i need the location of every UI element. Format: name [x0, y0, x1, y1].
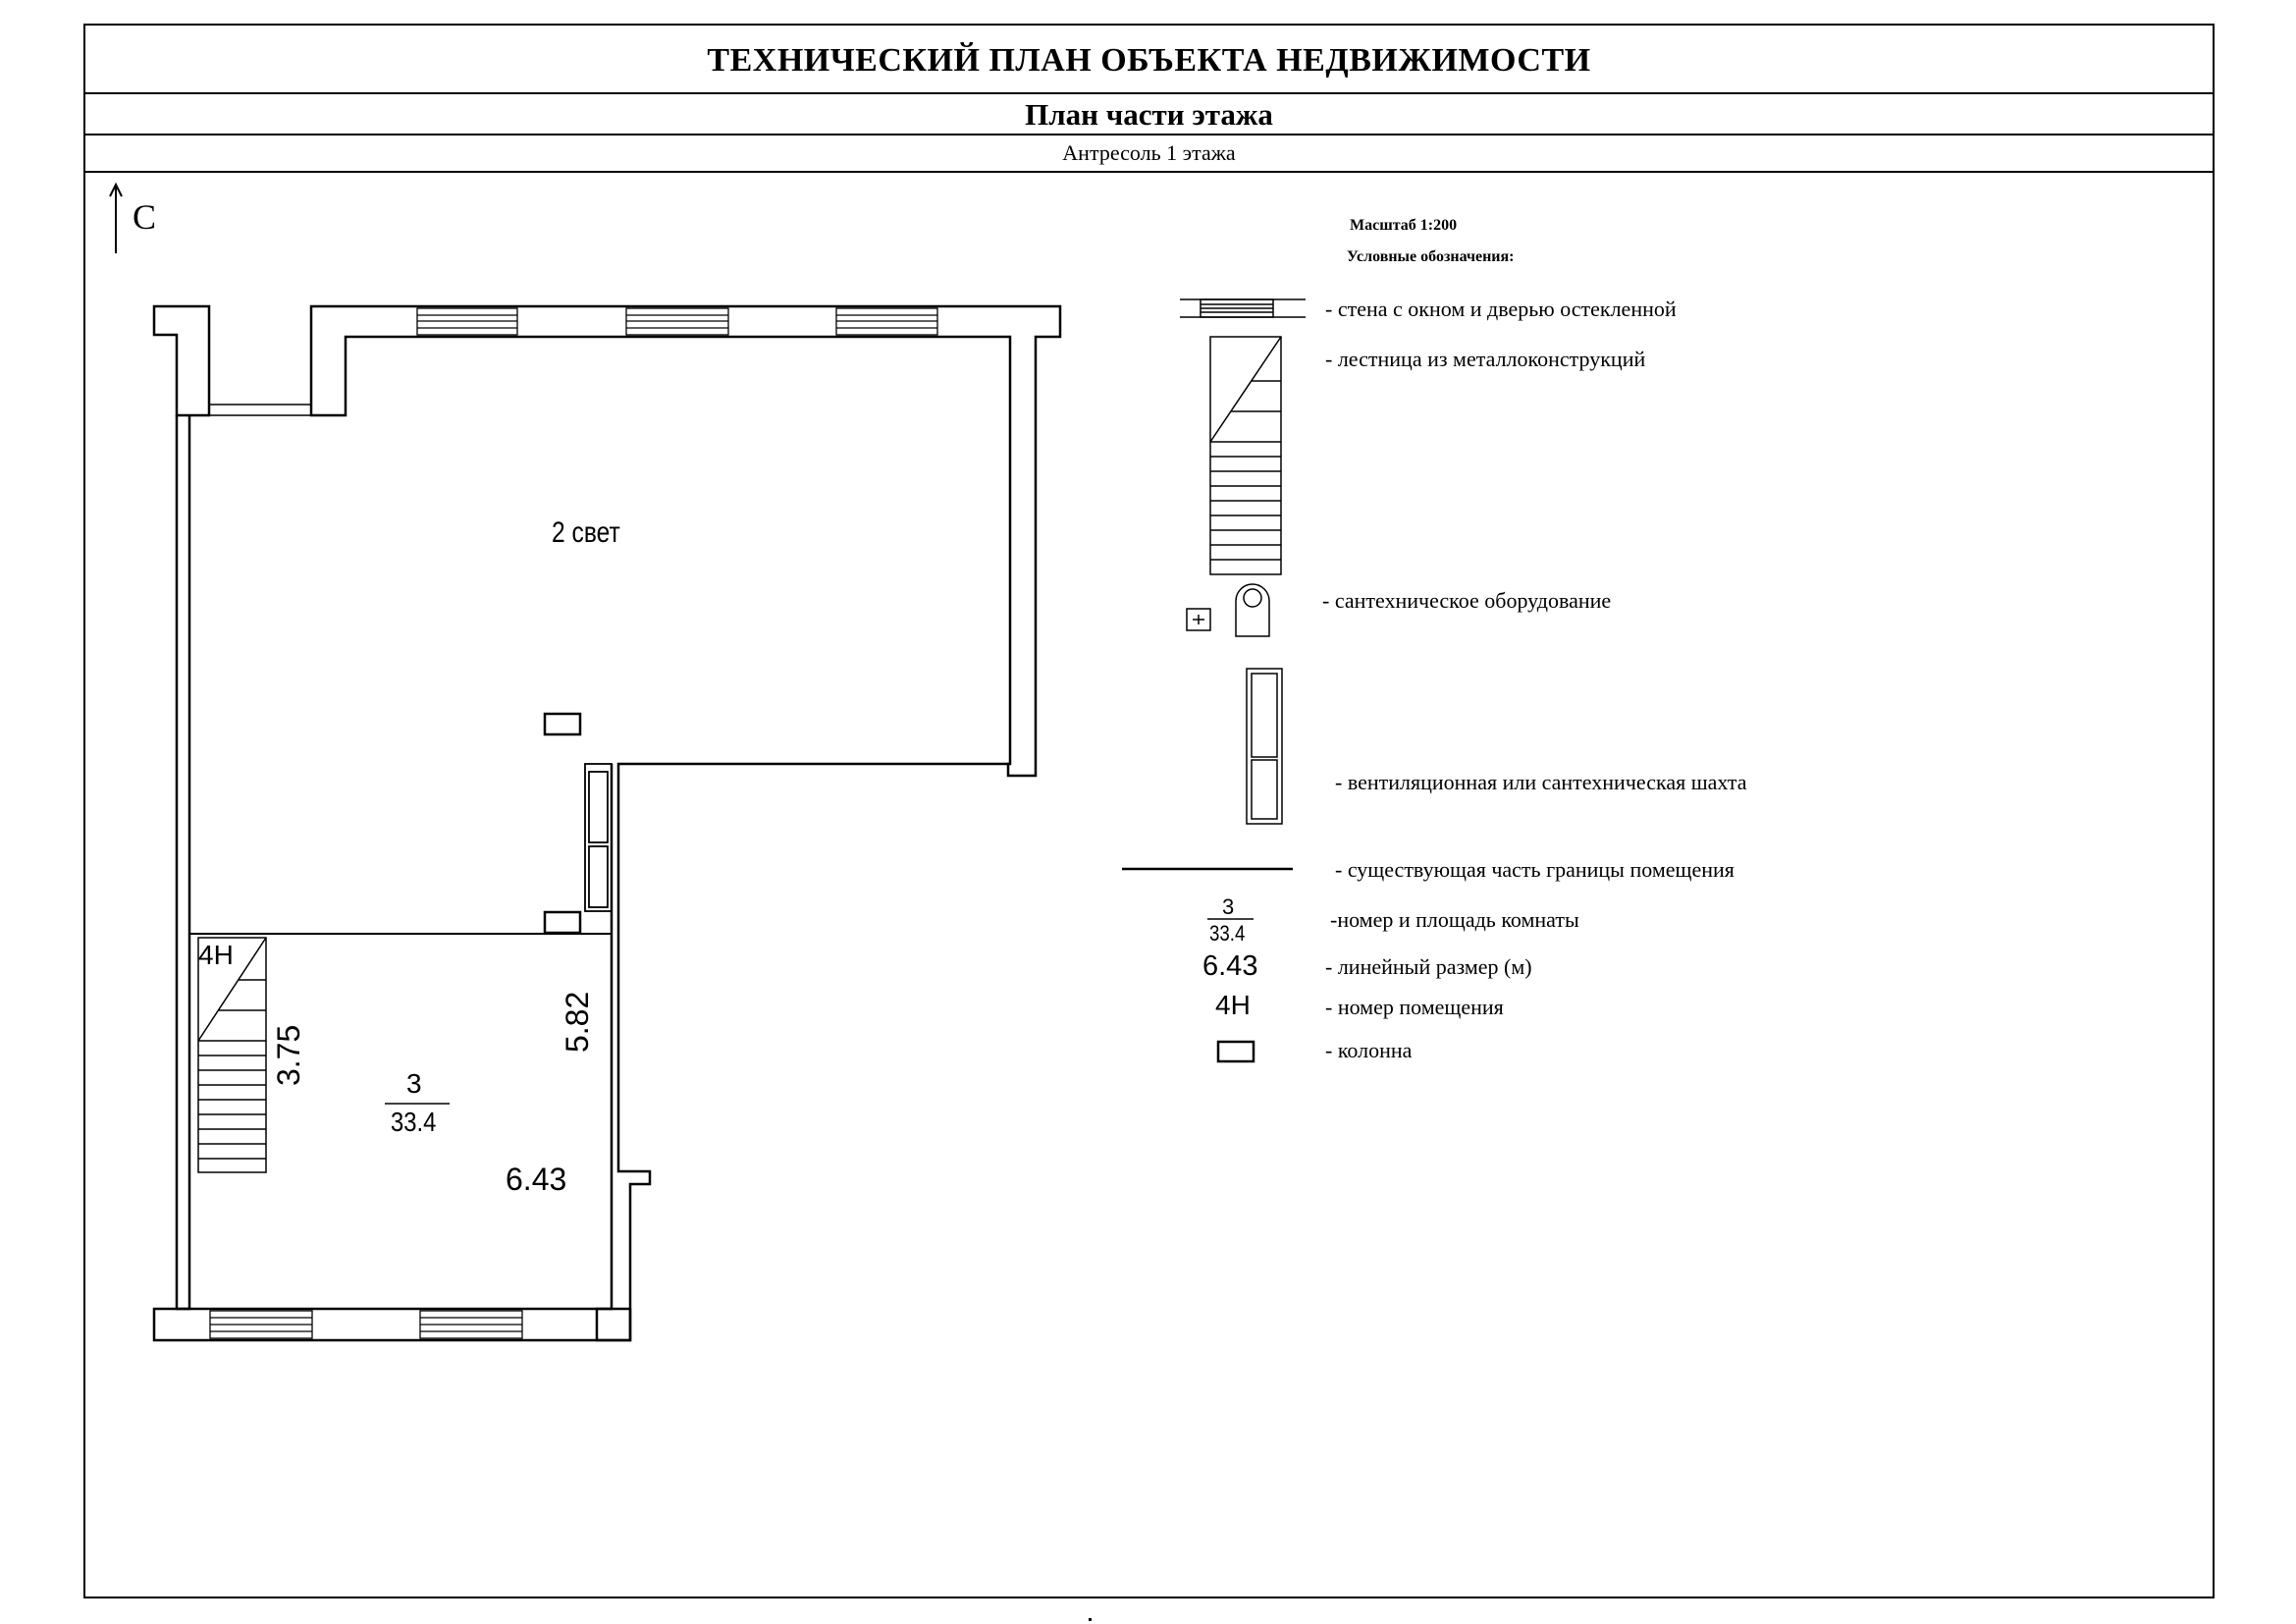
legend-shaft-icon — [1247, 669, 1282, 824]
room-number: 3 — [406, 1068, 422, 1099]
legend-sanitary-icon — [1187, 584, 1269, 636]
legend-column-icon — [1218, 1042, 1254, 1061]
legend-heading: Условные обозначения: — [1347, 248, 1515, 265]
legend-sample-dimension: 6.43 — [1202, 950, 1258, 982]
legend-item-stair: - лестница из металлоконструкций — [1325, 347, 1646, 371]
plan-subtitle: План части этажа — [83, 94, 2215, 135]
legend-item-room: -номер и площадь комнаты — [1330, 907, 1579, 932]
document-title: ТЕХНИЧЕСКИЙ ПЛАН ОБЪЕКТА НЕДВИЖИМОСТИ — [83, 24, 2215, 94]
legend-sample-room-number: 3 — [1222, 894, 1235, 919]
legend-item-dimension: - линейный размер (м) — [1325, 954, 1532, 979]
legend-item-sanitary: - сантехническое оборудование — [1322, 588, 1612, 613]
legend-item-shaft: - вентиляционная или сантехническая шахта — [1335, 770, 1747, 794]
north-label: С — [133, 197, 157, 237]
page-dot — [1089, 1618, 1092, 1621]
dimension-horizontal: 6.43 — [506, 1162, 567, 1197]
legend-item-boundary: - существующая часть границы помещения — [1335, 857, 1735, 882]
legend-item-window: - стена с окном и дверью остекленной — [1325, 297, 1677, 321]
legend-item-premise: - номер помещения — [1325, 995, 1504, 1019]
legend-window-icon — [1180, 299, 1306, 317]
premise-number: 4Н — [198, 940, 234, 970]
legend-stair-icon — [1210, 337, 1281, 574]
legend-sample-premise: 4Н — [1215, 990, 1251, 1020]
scale-label: Масштаб 1:200 — [1350, 217, 1458, 234]
dimension-stair: 3.75 — [271, 1024, 306, 1086]
legend-item-column: - колонна — [1325, 1038, 1413, 1062]
legend-sample-room-area: 33.4 — [1209, 921, 1246, 946]
room-area: 33.4 — [391, 1107, 437, 1137]
dimension-vertical: 5.82 — [560, 991, 595, 1053]
floor-name: Антресоль 1 этажа — [83, 135, 2215, 173]
double-height-label: 2 свет — [552, 516, 620, 549]
